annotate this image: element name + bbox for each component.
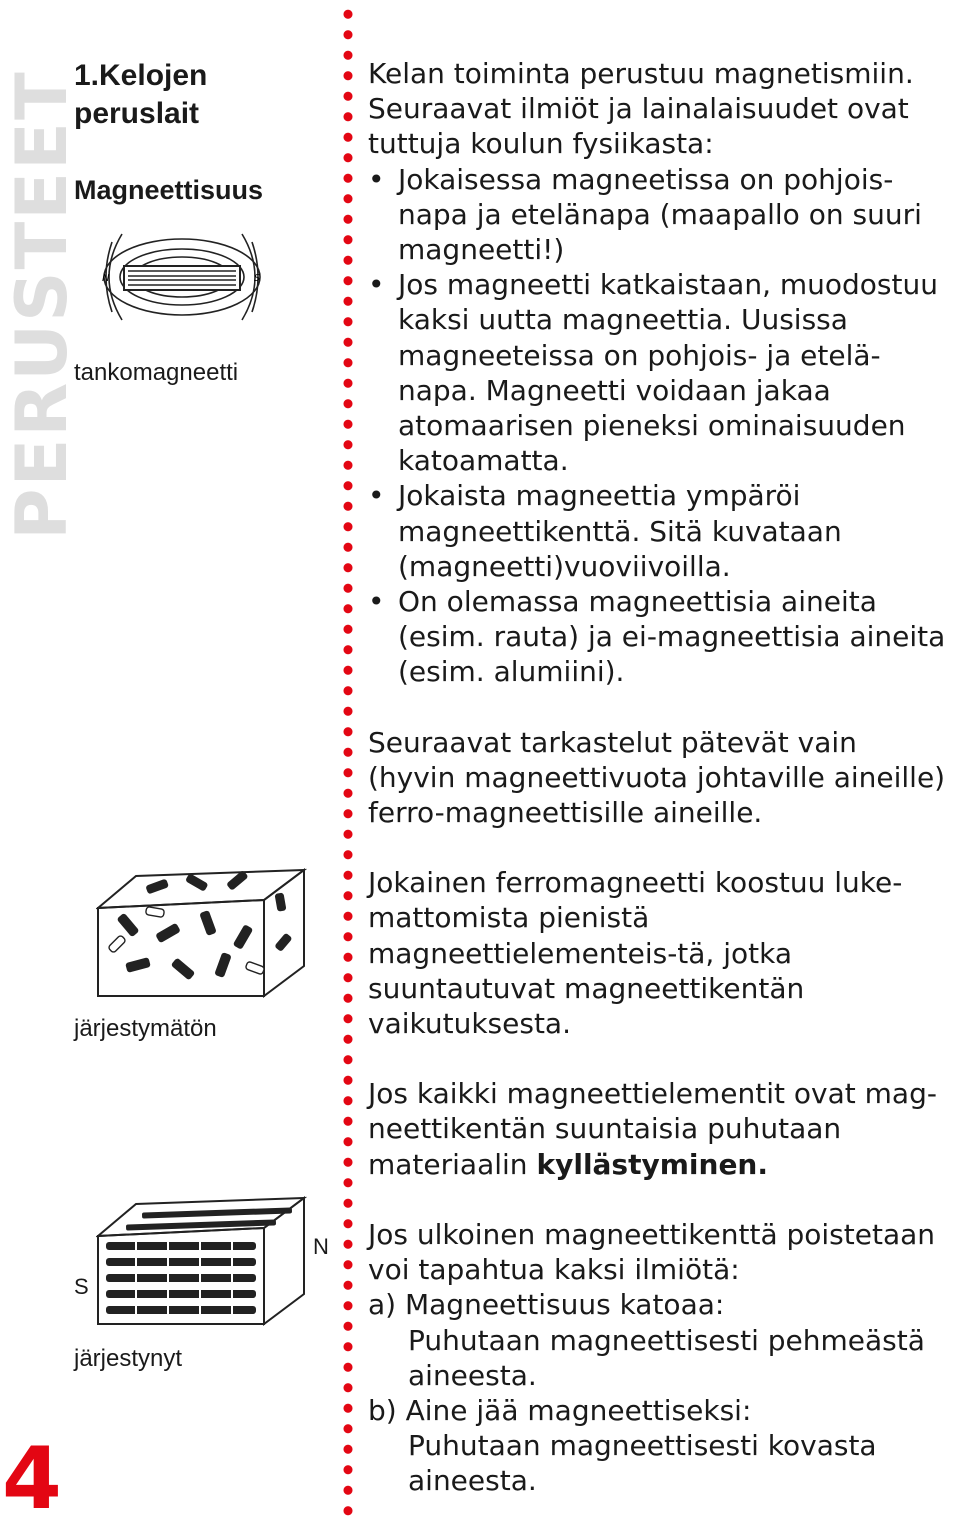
north-pole-label: N [313,1234,329,1259]
list-item: • Jokaisessa magneetissa on pohjois-napa ja etelänapa (maapallo on suuri magneetti!) [368,162,953,268]
ordered-domains-figure [96,1196,310,1328]
dotted-divider [343,0,353,1520]
north-pole-label: N [102,273,110,284]
option-a-label: a) Magneettisuus katoaa: [368,1288,725,1322]
list-item: • On olemassa magneettisia aineita (esim. rauta) ja ei-magneettisia aineita (esim. alumiini). [368,584,953,690]
option-a-text: Puhutaan magneettisesti pehmeästä aineesta. [408,1323,925,1392]
main-content [368,56,953,1499]
south-pole-label: S [74,1274,89,1299]
option-b-text: Puhutaan magneettisesti kovasta aineesta. [408,1429,877,1498]
bullet-list [368,162,953,690]
caption-ordered: järjestynyt [74,1345,183,1372]
elements-note: Jokainen ferromagneetti koostuu luke-mattomista pienistä magneettielementeis-tä, jotka suuntautuvat magneettikentän vaikutuksesta. [368,866,903,1041]
caption-disordered: järjestymätön [74,1015,217,1042]
side-title: PERUSTEET [1,70,83,540]
ferromagnetic-note: Seuraavat tarkastelut pätevät vain (hyvin magneettivuota johtaville aineille) ferro-magneettisille aineille. [368,725,946,830]
intro-paragraph: Kelan toiminta perustuu magnetismiin. Seuraavat ilmiöt ja lainalaisuudet ovat tuttuja koulun fysiikasta: [368,57,914,161]
saturation-text: Jos kaikki magneettielementit ovat mag-neettikentän suuntaisia puhutaan materiaalin [368,1077,937,1181]
saturation-paragraph [368,1076,953,1182]
page-number: 4 [2,1429,62,1520]
subsection-title: Magneettisuus [74,175,264,205]
bar-magnet-figure [94,228,270,326]
section-title: 1.Kelojen peruslait [74,59,208,130]
saturation-term: kyllästyminen. [536,1147,769,1181]
south-pole-label: S [254,273,261,284]
list-item: • Jos magneetti katkaistaan, muodostuu kaksi uutta magneettia. Uusissa magneeteissa on pohjois- ja etelä-napa. Magneetti voidaan jakaa atomaarisen pieneksi ominaisuuden katoamatta. [368,267,953,478]
disordered-domains-figure [96,868,310,1000]
option-b-label: b) Aine jää magneettiseksi: [368,1393,752,1427]
removal-intro: Jos ulkoinen magneettikenttä poistetaan voi tapahtua kaksi ilmiötä: [368,1217,936,1287]
list-item: • Jokaista magneettia ympäröi magneettikenttä. Sitä kuvataan (magneetti)vuoviivoilla. [368,478,953,584]
caption-bar-magnet: tankomagneetti [74,359,239,386]
